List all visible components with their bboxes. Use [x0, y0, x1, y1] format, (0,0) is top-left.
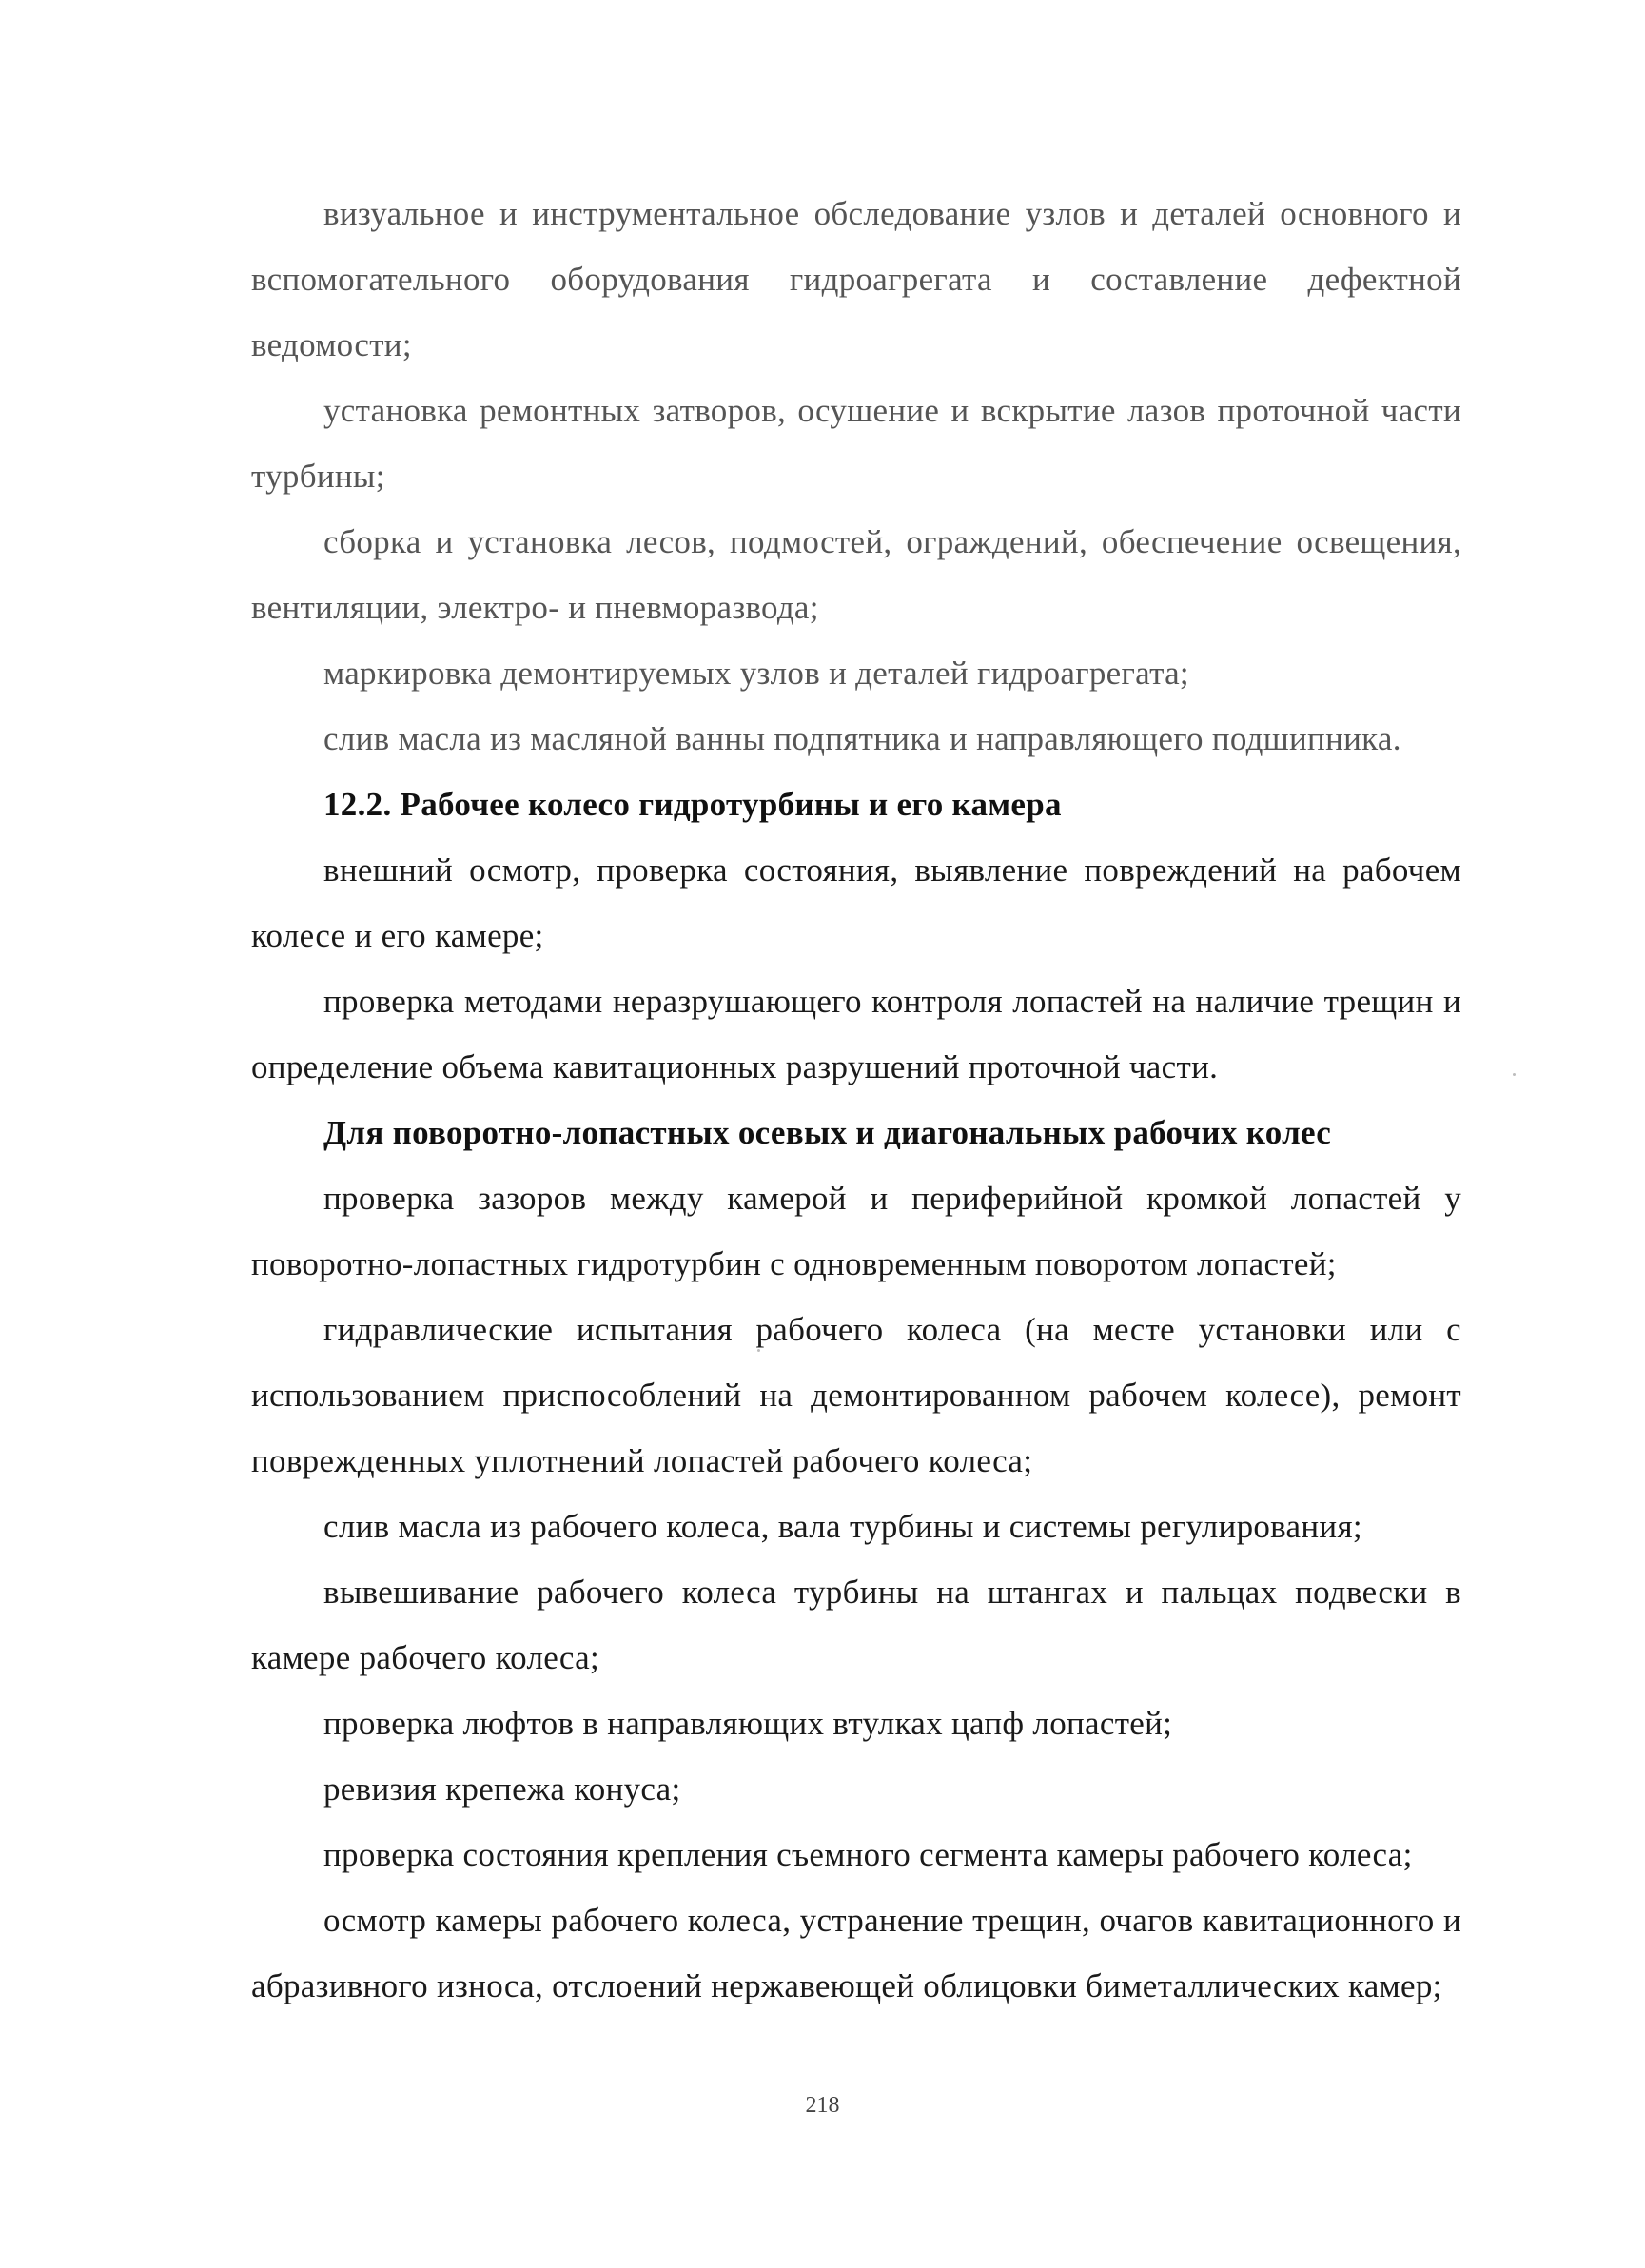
paragraph-clearance-check: проверка зазоров между камерой и периферийной кромкой лопастей у поворотно-лопастных гидротурбин с одновременным поворотом лопастей;	[251, 1180, 1461, 1282]
paragraph-oil-drain-bath: слив масла из масляной ванны подпятника и направляющего подшипника.	[323, 720, 1401, 757]
scan-speck	[1513, 1073, 1516, 1076]
paragraph-inspection-defects: визуальное и инструментальное обследование узлов и деталей основного и вспомогательного оборудования гидроагрегата и составление дефектной ведомости;	[251, 195, 1461, 363]
paragraph-hydraulic-tests: гидравлические испытания рабочего колеса (на месте установки или с использованием приспособлений на демонтированном рабочем колесе), ремонт поврежденных уплотнений лопастей рабочего колеса;	[251, 1311, 1461, 1479]
paragraph-external-inspection: внешний осмотр, проверка состояния, выявление повреждений на рабочем колесе и его камере;	[251, 851, 1461, 954]
page-number: 218	[805, 2093, 840, 2118]
paragraph-runner-suspension: вывешивание рабочего колеса турбины на штангах и пальцах подвески в камере рабочего колеса;	[251, 1574, 1461, 1676]
paragraph-oil-drain-runner: слив масла из рабочего колеса, вала турбины и системы регулирования;	[323, 1508, 1362, 1545]
body-text	[251, 181, 1461, 2019]
paragraph-cone-fasteners: ревизия крепежа конуса;	[323, 1770, 681, 1808]
subsection-heading-kaplan: Для поворотно-лопастных осевых и диагональных рабочих колес	[323, 1114, 1332, 1151]
paragraph-scaffolding: сборка и установка лесов, подмостей, ограждений, обеспечение освещения, вентиляции, электро- и пневморазвода;	[251, 523, 1461, 626]
paragraph-marking: маркировка демонтируемых узлов и деталей гидроагрегата;	[323, 655, 1189, 692]
paragraph-ndt-check: проверка методами неразрушающего контроля лопастей на наличие трещин и определение объема кавитационных разрушений проточной части.	[251, 983, 1461, 1085]
scan-speck	[757, 1349, 760, 1352]
paragraph-repair-gates: установка ремонтных затворов, осушение и вскрытие лазов проточной части турбины;	[251, 392, 1461, 495]
paragraph-segment-fastening: проверка состояния крепления съемного сегмента камеры рабочего колеса;	[323, 1836, 1413, 1873]
section-heading-runner: 12.2. Рабочее колесо гидротурбины и его камера	[323, 786, 1062, 823]
paragraph-play-check: проверка люфтов в направляющих втулках цапф лопастей;	[323, 1705, 1173, 1742]
paragraph-chamber-inspection: осмотр камеры рабочего колеса, устранение трещин, очагов кавитационного и абразивного износа, отслоений нержавеющей облицовки биметаллических камер;	[251, 1902, 1461, 2004]
